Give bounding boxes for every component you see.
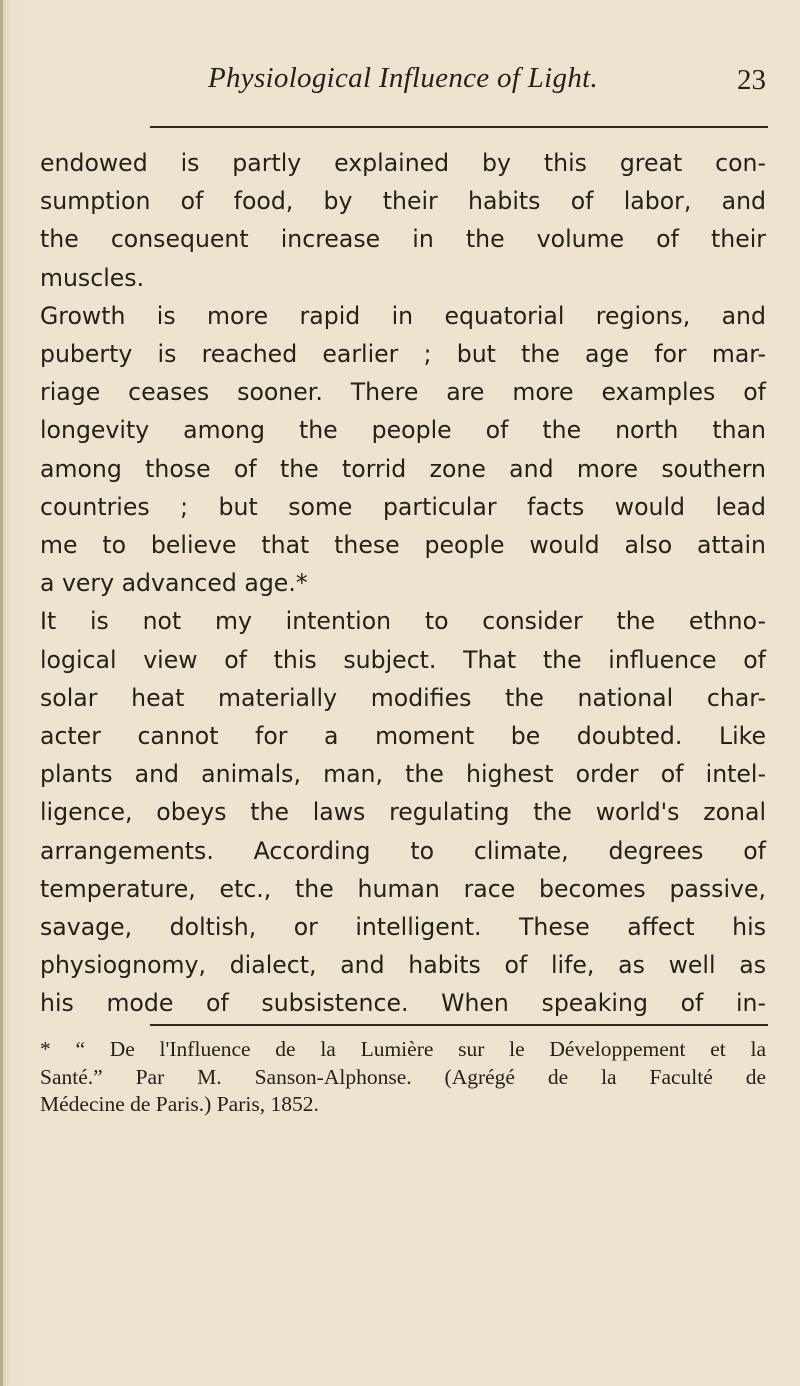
text-line: a very advanced age.*: [40, 569, 308, 598]
page-header: [40, 62, 766, 102]
text-line: riage ceases sooner. There are more examples of: [40, 378, 766, 407]
footnote-rule: [150, 1024, 768, 1026]
text-line: savage, doltish, or intelligent. These affect his: [40, 913, 766, 942]
footnote-line: Médecine de Paris.) Paris, 1852.: [40, 1092, 319, 1116]
text-line: his mode of subsistence. When speaking of in-: [40, 989, 766, 1018]
text-line: It is not my intention to consider the ethno-: [40, 607, 766, 636]
page-gutter: [0, 0, 3, 1386]
text-line: acter cannot for a moment be doubted. Like: [40, 722, 766, 751]
running-head: Physiological Influence of Light.: [207, 62, 599, 94]
text-line: endowed is partly explained by this great con-: [40, 149, 766, 177]
text-line: puberty is reached earlier ; but the age for mar-: [40, 340, 766, 369]
text-line: longevity among the people of the north than: [40, 416, 766, 445]
header-rule: [150, 126, 768, 128]
text-line: arrangements. According to climate, degrees of: [40, 836, 766, 865]
footnote-line: * “ De l'Influence de la Lumière sur le Développement et la: [40, 1037, 766, 1061]
text-line: countries ; but some particular facts would lead: [40, 492, 766, 521]
footnote: [40, 1036, 766, 1119]
text-line: plants and animals, man, the highest order of intel-: [40, 760, 766, 789]
text-line: the consequent increase in the volume of their: [40, 225, 766, 254]
text-line: among those of the torrid zone and more southern: [40, 454, 766, 483]
text-line: sumption of food, by their habits of labor, and: [40, 187, 766, 216]
body-text: [40, 144, 766, 1023]
text-line: Growth is more rapid in equatorial regions, and: [40, 301, 766, 330]
footnote-line: Santé.” Par M. Sanson-Alphonse. (Agrégé de la Faculté de: [40, 1064, 766, 1089]
page-number: 23: [737, 64, 766, 96]
text-line: ligence, obeys the laws regulating the world's zonal: [40, 798, 766, 827]
text-line: muscles.: [40, 263, 145, 292]
text-line: me to believe that these people would also attain: [40, 531, 766, 560]
text-line: solar heat materially modifies the national char-: [40, 683, 766, 712]
text-line: physiognomy, dialect, and habits of life, as well as: [40, 951, 766, 980]
text-line: logical view of this subject. That the influence of: [40, 645, 766, 674]
text-line: temperature, etc., the human race becomes passive,: [40, 874, 766, 903]
